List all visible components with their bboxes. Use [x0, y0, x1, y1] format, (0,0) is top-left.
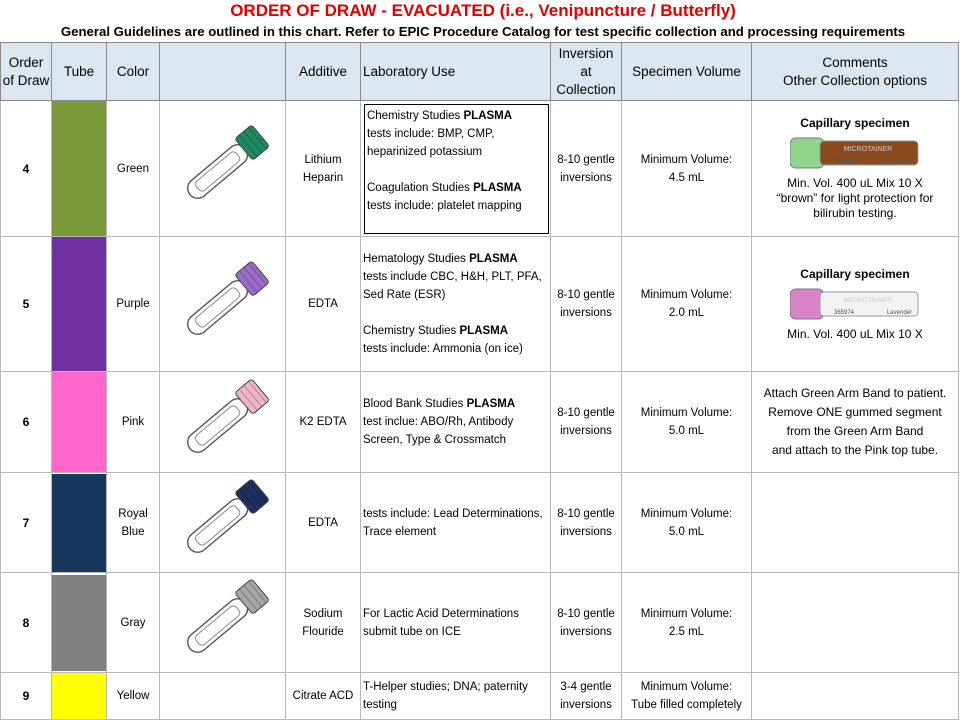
table-row	[1, 573, 959, 673]
header-color: Color	[107, 43, 160, 101]
header-inversion: Inversion at Collection	[551, 43, 622, 101]
color-name: Yellow	[107, 673, 160, 720]
lab-use-line: Sed Rate (ESR)	[363, 289, 446, 301]
additive: K2 EDTA	[286, 372, 361, 473]
lab-use-line: tests include CBC, H&H, PLT, PFA,	[363, 271, 542, 283]
specimen-volume: Minimum Volume: 4.5 mL	[622, 101, 752, 237]
table-row	[1, 372, 959, 473]
blood-tube-drawing	[168, 255, 278, 351]
capillary-specimen-card: Capillary specimen MICROTAINER 365987 Mint Green Min. Vol. 400 uL Mix 10 X “brown” for light protection for bilirubin testing.	[776, 116, 934, 220]
inversion: 8-10 gentle inversions	[551, 101, 622, 237]
tube-image	[160, 473, 286, 573]
svg-text:Lavender: Lavender	[886, 309, 912, 316]
header-order: Order of Draw	[1, 43, 52, 101]
lab-use-line: heparinized potassium	[367, 145, 483, 158]
blood-tube-drawing	[168, 373, 278, 469]
blood-tube-icon	[160, 473, 285, 572]
header-row	[1, 43, 959, 101]
order-number: 5	[1, 237, 52, 372]
order-number: 9	[1, 673, 52, 720]
lab-use	[361, 372, 551, 473]
capillary-note: “brown” for light protection for	[776, 191, 934, 205]
lab-use-line: Trace element	[363, 525, 437, 538]
page-title: ORDER OF DRAW - EVACUATED (i.e., Venipuncture / Butterfly)	[230, 1, 736, 20]
table-row	[1, 473, 959, 573]
header-volume: Specimen Volume	[622, 43, 752, 101]
lab-use-line	[367, 161, 546, 179]
lab-use-line: Screen, Type & Crossmatch	[363, 434, 506, 446]
blood-tube-icon	[160, 119, 285, 218]
color-name: Purple	[107, 237, 160, 372]
inversion: 8-10 gentle inversions	[551, 372, 622, 473]
tube-image	[160, 573, 286, 673]
color-name: Pink	[107, 372, 160, 473]
lab-use-line: For Lactic Acid Determinations	[363, 607, 519, 620]
lab-use-line: test inclue: ABO/Rh, Antibody	[363, 416, 514, 428]
order-number: 6	[1, 372, 52, 473]
lab-use	[361, 673, 551, 720]
capillary-note: bilirubin testing.	[813, 206, 897, 220]
specimen-volume: Minimum Volume: 5.0 mL	[622, 473, 752, 573]
tube-image	[160, 372, 286, 473]
lab-use	[361, 473, 551, 573]
microtainer-tube-icon	[790, 285, 920, 323]
tube-swatch	[52, 101, 107, 237]
comments: Attach Green Arm Band to patient. Remove ONE gummed segment from the Green Arm Band and attach to the Pink top tube.	[752, 372, 959, 473]
lab-use-line: Chemistry Studies PLASMA	[367, 109, 513, 122]
blood-tube-drawing	[168, 573, 278, 669]
tube-swatch	[52, 237, 107, 372]
tube-swatch	[52, 473, 107, 573]
table-row	[1, 673, 959, 720]
tube-swatch	[52, 372, 107, 473]
lab-use-line: Blood Bank Studies PLASMA	[363, 398, 516, 410]
order-number: 7	[1, 473, 52, 573]
capillary-note: Min. Vol. 400 uL Mix 10 X	[787, 176, 923, 190]
tube-swatch	[52, 573, 107, 673]
blood-tube-icon	[160, 573, 285, 672]
comments	[752, 101, 959, 237]
svg-text:365987: 365987	[834, 159, 855, 165]
blood-tube-drawing	[168, 473, 278, 569]
page-subtitle: General Guidelines are outlined in this chart. Refer to EPIC Procedure Catalog for test specific collection and processing requirements	[60, 24, 906, 39]
comments	[752, 573, 959, 673]
svg-text:MICROTAINER: MICROTAINER	[843, 296, 893, 304]
table-row	[1, 101, 959, 237]
order-number: 8	[1, 573, 52, 673]
svg-text:365974: 365974	[834, 309, 855, 316]
lab-use-line: testing	[363, 699, 397, 711]
specimen-volume: Minimum Volume: 2.5 mL	[622, 573, 752, 673]
capillary-note: Min. Vol. 400 uL Mix 10 X	[787, 326, 923, 341]
comments	[752, 473, 959, 573]
additive: EDTA	[286, 473, 361, 573]
svg-text:MICROTAINER: MICROTAINER	[843, 146, 893, 153]
lab-use	[361, 101, 551, 237]
header-additive: Additive	[286, 43, 361, 101]
order-number: 4	[1, 101, 52, 237]
lab-use-line: tests include: platelet mapping	[367, 199, 522, 212]
header-comments: Comments Other Collection options	[752, 43, 959, 101]
lab-use	[361, 573, 551, 673]
header-image	[160, 43, 286, 101]
blood-tube-icon	[160, 255, 285, 354]
lab-use-line	[363, 304, 550, 322]
comments	[752, 237, 959, 372]
color-name: Green	[107, 101, 160, 237]
order-of-draw-table	[0, 42, 959, 720]
lab-use-line: Hematology Studies PLASMA	[363, 253, 518, 265]
inversion: 8-10 gentle inversions	[551, 473, 622, 573]
color-name: Royal Blue	[107, 473, 160, 573]
capillary-specimen-card: Capillary specimen MICROTAINER 365974 Lavender Min. Vol. 400 uL Mix 10 X	[775, 267, 935, 342]
lab-use-line: tests include: Ammonia (on ice)	[363, 343, 523, 355]
lab-use-line: Chemistry Studies PLASMA	[363, 325, 509, 337]
tube-image	[160, 673, 286, 720]
additive: Citrate ACD	[286, 673, 361, 720]
tube-image	[160, 237, 286, 372]
specimen-volume: Minimum Volume: Tube filled completely	[622, 673, 752, 720]
table-row	[1, 237, 959, 372]
lab-use-line: tests include: BMP, CMP,	[367, 127, 495, 140]
inversion: 8-10 gentle inversions	[551, 237, 622, 372]
lab-use-line: Coagulation Studies PLASMA	[367, 181, 522, 194]
inversion: 8-10 gentle inversions	[551, 573, 622, 673]
lab-use-line: T-Helper studies; DNA; paternity	[363, 681, 528, 693]
comments	[752, 673, 959, 720]
additive: Sodium Flouride	[286, 573, 361, 673]
additive: EDTA	[286, 237, 361, 372]
lab-use-line: tests include: Lead Determinations,	[363, 507, 543, 520]
tube-image	[160, 101, 286, 237]
lab-use	[361, 237, 551, 372]
svg-text:Mint Green: Mint Green	[882, 159, 912, 165]
header-lab-use: Laboratory Use	[361, 43, 551, 101]
inversion: 3-4 gentle inversions	[551, 673, 622, 720]
blood-tube-drawing	[168, 119, 278, 215]
tube-swatch	[52, 673, 107, 720]
additive: Lithium Heparin	[286, 101, 361, 237]
header-tube: Tube	[52, 43, 107, 101]
color-name: Gray	[107, 573, 160, 673]
lab-use-line: submit tube on ICE	[363, 625, 461, 638]
blood-tube-icon	[160, 373, 285, 472]
specimen-volume: Minimum Volume: 2.0 mL	[622, 237, 752, 372]
specimen-volume: Minimum Volume: 5.0 mL	[622, 372, 752, 473]
microtainer-tube-icon	[790, 134, 920, 172]
